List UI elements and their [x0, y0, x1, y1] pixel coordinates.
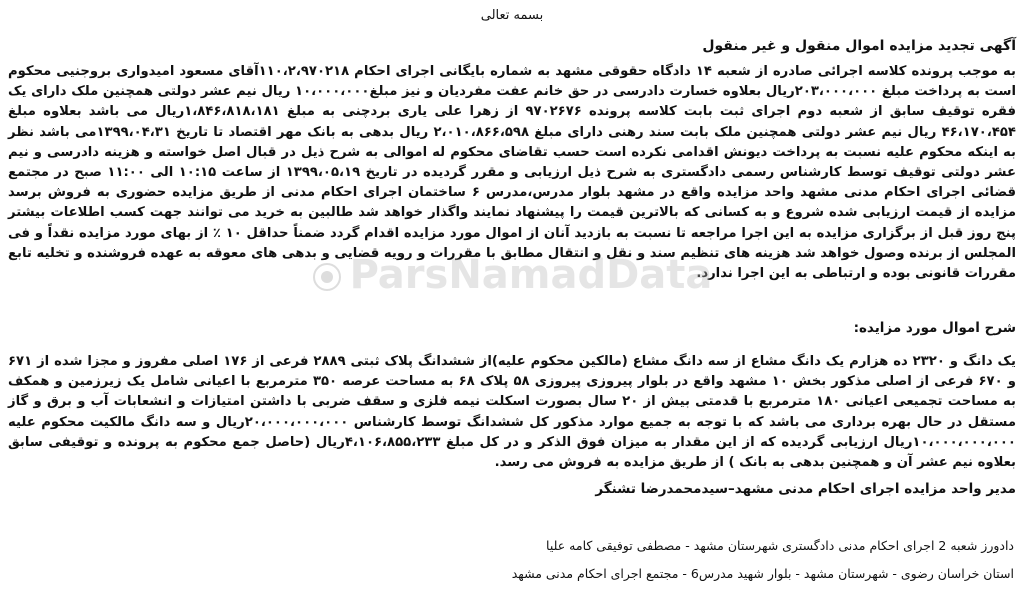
header-text: بسمه تعالی: [480, 8, 544, 23]
page-title: آگهی تجدید مزایده اموال منقول و غیر منقول: [702, 38, 1016, 54]
section-heading: شرح اموال مورد مزایده:: [853, 320, 1016, 336]
property-description: یک دانگ و ۲۳۲۰ ده هزارم یک دانگ مشاع از سه دانگ مشاع (مالکین محکوم علیه)از ششدانگ پلاک ثبتی ۲۸۸۹ فرعی از ۱۷۶ اصلی مفروز و مجزا شده از ۶۷۱ و ۶۷۰ فرعی از اصلی مذکور بخش ۱۰ مشهد واقع در بلوار پیروزی پیروزی ۵۸ پلاک ۶۸ به مساحت عرصه ۳۵۰ مترمربع با اعیانی شامل یک زیرزمین و همکف به مساحت تجمیعی اعیانی ۱۸۰ مترمربع با قدمتی بیش از ۲۰ سال بصورت اسکلت نیمه فلزی و سقف ضربی با داشتن امتیازات و انشعابات آب و برق و گاز مستقل در حال بهره برداری می باشد که با توجه به جمیع موارد مذکور کل ششدانگ توسط کارشناس ۲۰،۰۰۰،۰۰۰،۰۰۰ریال و سه دانگ مالکیت محکوم علیه ۱۰،۰۰۰،۰۰۰،۰۰۰ریال ارزیابی گردیده که از این مقدار به میزان فوق الذکر و در کل مبلغ ۴،۱۰۶،۸۵۵،۲۳۳ریال (حاصل جمع محکوم به پرونده و توقیفی سابق بعلاوه نیم عشر آن و همچنین بدهی به بانک ) از طریق مزایده به فروش می رسد.: [8, 354, 1017, 471]
signature-line: مدیر واحد مزایده اجرای احکام مدنی مشهد–سیدمحمدرضا تشنگر: [595, 481, 1016, 497]
watermark-text: ParsNamadData: [349, 252, 713, 298]
announcement-body: به موجب پرونده کلاسه اجرائی صادره از شعبه ۱۴ دادگاه حقوقی مشهد به شماره بایگانی اجرای احکام ۱۱۰،۲،۹۷۰۲۱۸آقای مسعود امیدواری بروجنیی محکوم است به پرداخت مبلغ ۲۰۳،۰۰۰،۰۰۰ریال بعلاوه خسارت دادرسی در حق خانم عفت مفردیان و نیز مبلغ۱۰،۰۰۰،۰۰۰ ریال نیم عشر دولتی همچنین ملک دارای یک فقره توقیف سابق از شعبه دوم اجرای ثبت بابت کلاسه پرونده ۹۷۰۲۶۷۶ از زهرا علی یاری بردچنی به مبلغ ۱،۸۴۶،۸۱۸،۱۸۱ریال می باشد بعلاوه مبلغ ۴۶،۱۷۰،۴۵۴ ریال نیم عشر دولتی همچنین ملک بابت سند رهنی دارای مبلغ ۲،۰۱۰،۸۶۶،۵۹۸ ریال بدهی به بانک مهر اقتصاد تا تاریخ ۱۳۹۹،۰۴،۳۱می باشد نظر به اینکه محکوم علیه نسبت به پرداخت دیونش اقدامی نکرده است حسب تقاضای محکوم له اموالی به شرح ذیل در قبال اصل خواسته و هزینه دادرسی و نیم عشر دولتی توقیف توسط کارشناس رسمی دادگستری به شرح ذیل ارزیابی و مقرر گردیده در تاریخ ۱۳۹۹،۰۵،۱۹ از ساعت ۱۰:۱۵ الی ۱۱:۰۰ صبح در مجتمع قضائی اجرای احکام مدنی مشهد واحد مزایده واقع در مشهد بلوار مدرس،مدرس ۶ ساختمان اجرای احکام مدنی از طریق مزایده حضوری به فروش برسد مزایده از قیمت ارزیابی شده شروع و به کسانی که بالاترین قیمت را پیشنهاد نمایند واگذار خواهد شد طالبین به خرید می توانند جهت کسب اطلاعات بیشتر پنج روز قبل از برگزاری مزایده به این اجرا مراجعه تا نسبت به بازدید آنان از اموال مورد مزایده اقدام گردد ضمناً حداقل ۱۰ ٪ از بهای مورد مزایده نقداً و فی المجلس از برنده وصول خواهد شد هزینه های تنظیم سند و نقل و انتقال مطابق با مقررات و رویه قضایی و بدهی های معوقه به عهده فروشنده و تخلیه تابع مقررات قانونی بوده و ارتباطی به این اجرا ندارد.: [8, 64, 1017, 282]
footer-address: استان خراسان رضوی - شهرستان مشهد - بلوار شهید مدرس6 - مجتمع اجرای احکام مدنی مشهد: [511, 566, 1014, 581]
footer-officer: دادورز شعبه 2 اجرای احکام مدنی دادگستری شهرستان مشهد - مصطفی توفیقی کامه علیا: [546, 538, 1014, 553]
